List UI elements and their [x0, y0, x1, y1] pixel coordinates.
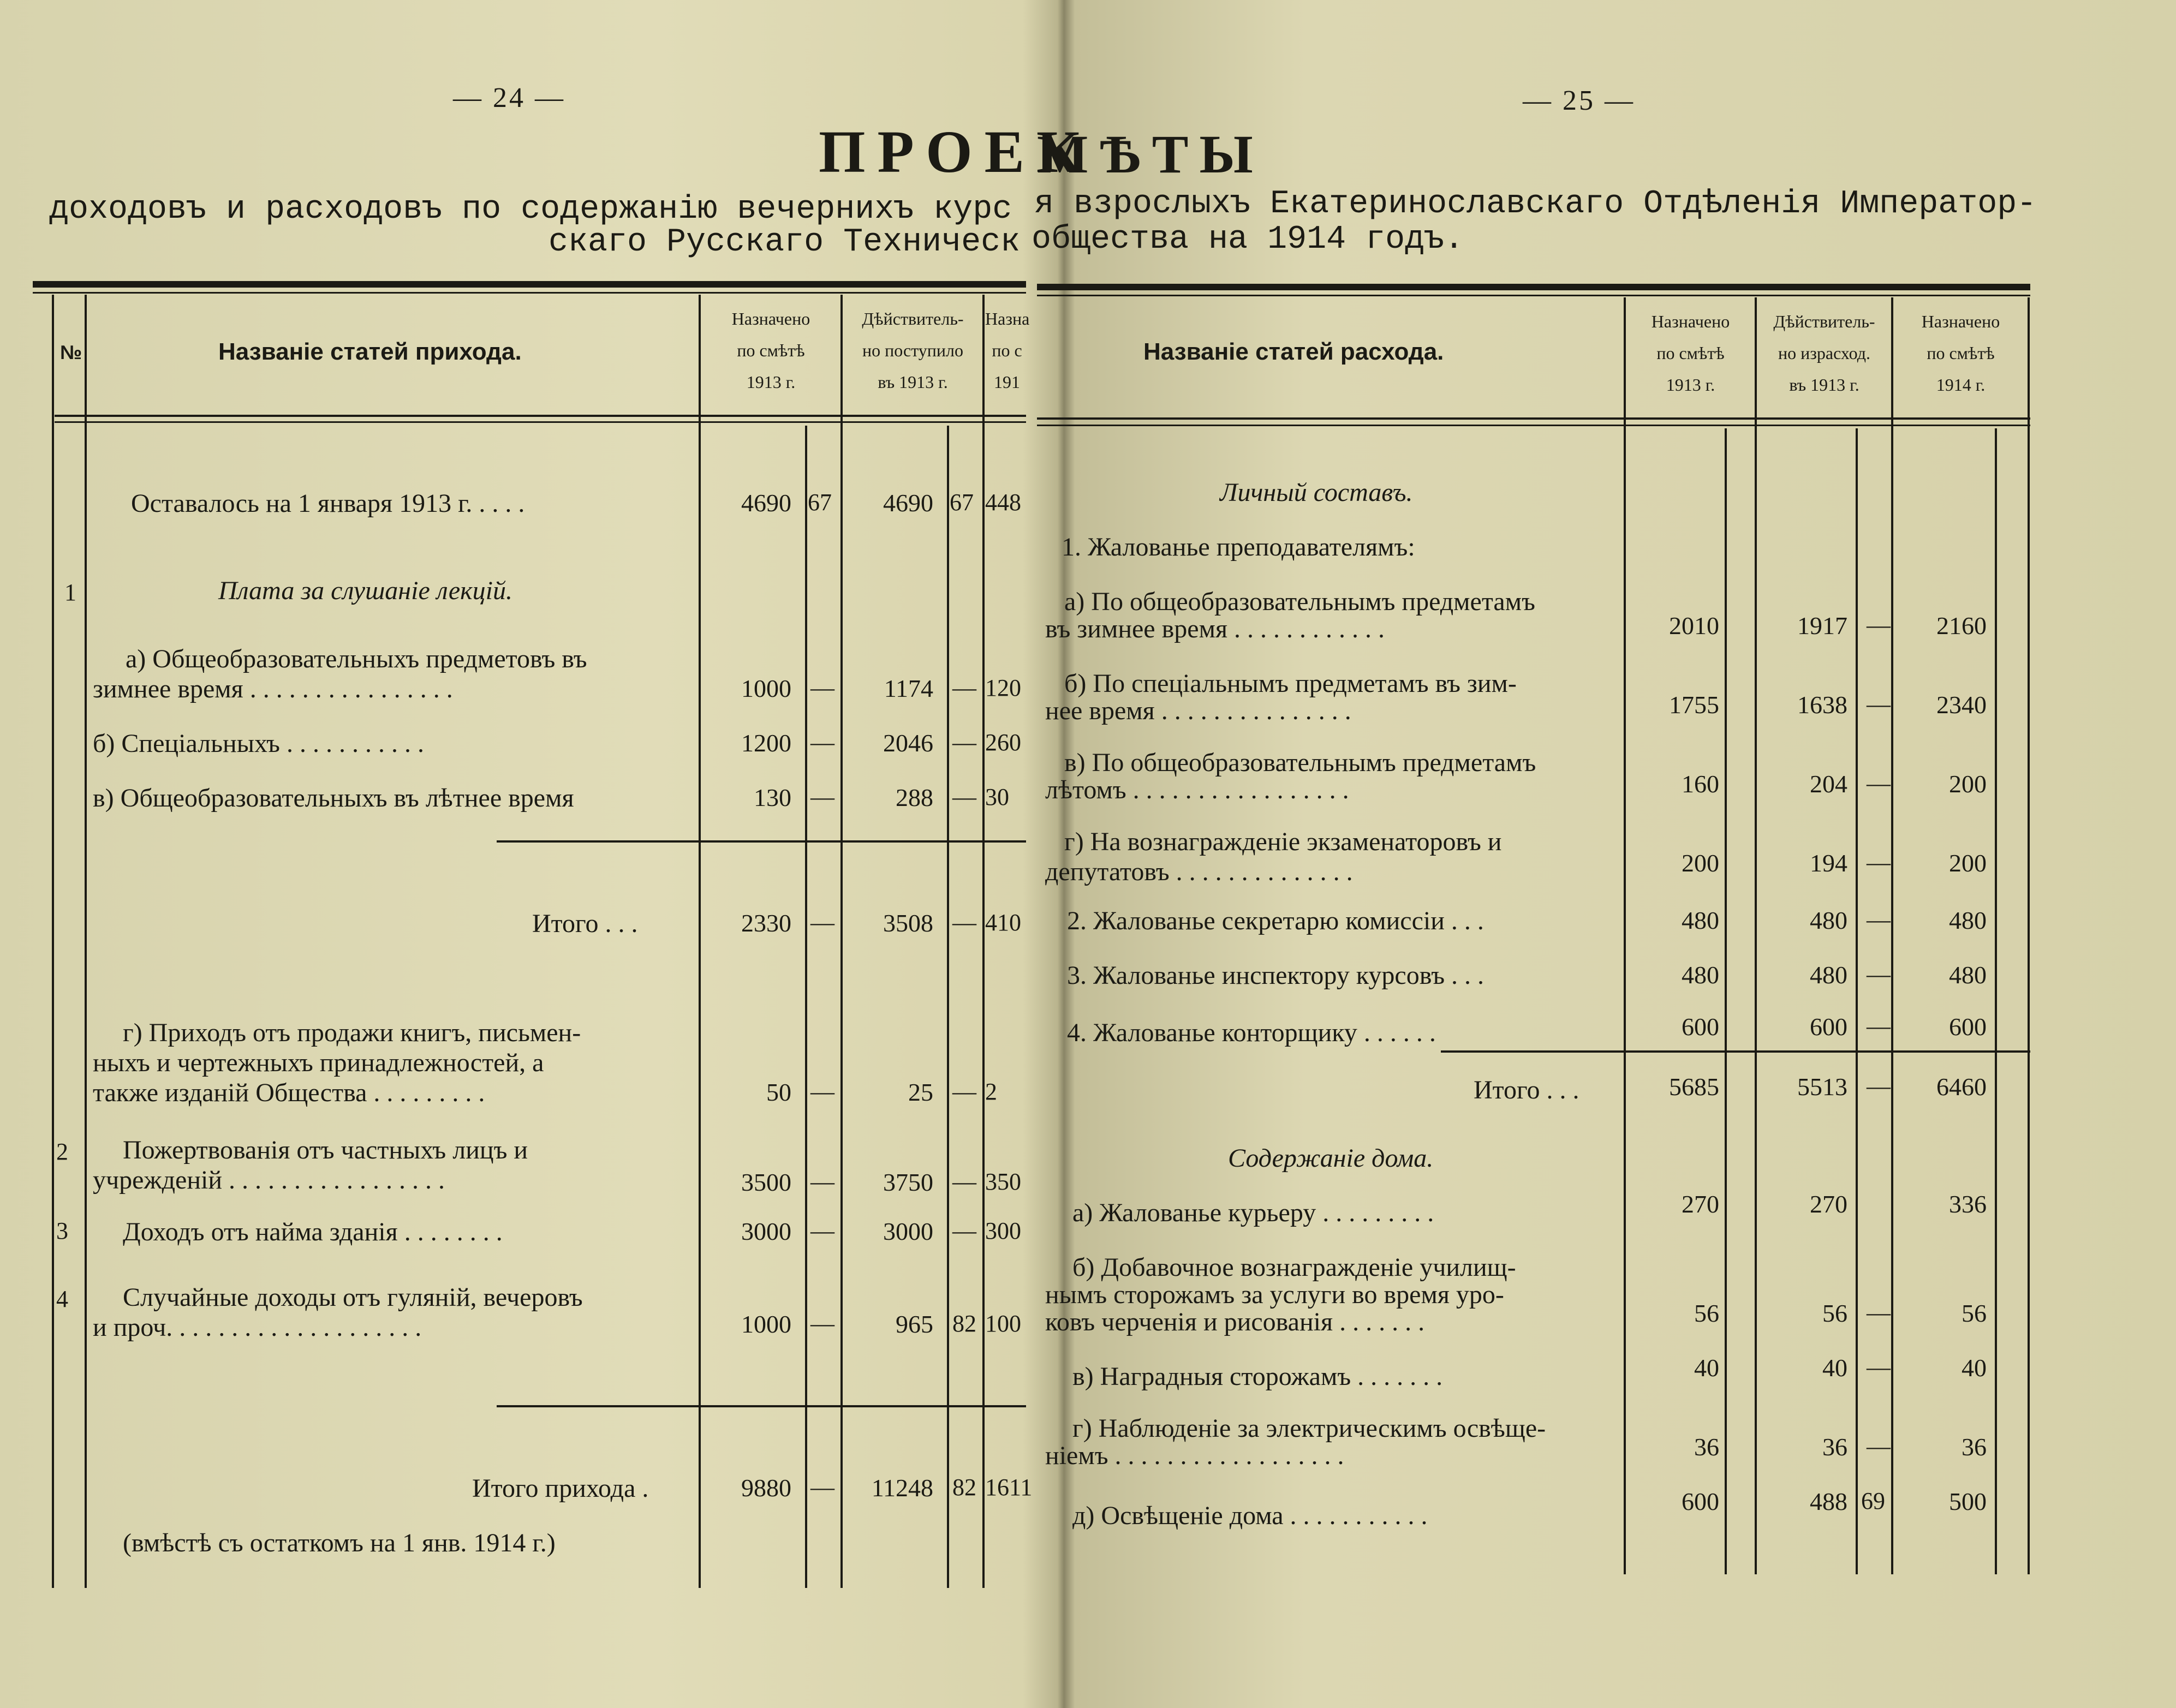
- left-row-c: 260: [985, 729, 1021, 756]
- title-right: МѢТЫ: [1037, 124, 1264, 184]
- right-row-c: 2160: [1936, 612, 1987, 640]
- right-row-bk: —: [1867, 691, 1891, 718]
- left-row-c: 2: [985, 1078, 997, 1105]
- left-row-label: Доходъ отъ найма зданія . . . . . . . .: [123, 1217, 503, 1246]
- left-row-no: 1: [64, 579, 76, 606]
- left-row-a: 130: [754, 784, 791, 811]
- left-row-label-cont: также изданій Общества . . . . . . . . .: [93, 1078, 485, 1107]
- left-row-b: 965: [896, 1310, 933, 1338]
- subtitle-line1-right: я взрослыхъ Екатеринославскаго Отдѣленія Император-: [1034, 186, 2037, 223]
- left-row-section: Плата за слушаніе лекцій.: [218, 576, 512, 605]
- right-row-label: 2. Жалованье секретарю комиссіи . . .: [1067, 906, 1484, 935]
- right-header-rule: [1037, 417, 2030, 420]
- right-row-label: а) Жалованье курьеру . . . . . . . . .: [1072, 1198, 1434, 1227]
- left-top-rule: [33, 281, 1026, 288]
- left-row-no: 3: [56, 1217, 68, 1244]
- left-row-label: Пожертвованія отъ частныхъ лицъ и: [123, 1136, 528, 1164]
- right-row-a: 600: [1682, 1013, 1719, 1041]
- left-row-bk: —: [952, 909, 976, 936]
- right-vline-ak: [1725, 428, 1727, 1574]
- left-row-b: 4690: [883, 489, 933, 517]
- left-row-c: 30: [985, 784, 1009, 810]
- right-row-a: 160: [1682, 770, 1719, 798]
- left-row-label-cont: зимнее время . . . . . . . . . . . . . . . .: [93, 674, 453, 703]
- right-row-bk: —: [1867, 770, 1891, 797]
- left-row-c: 120: [985, 674, 1021, 701]
- right-row-b: 56: [1822, 1299, 1847, 1327]
- right-row-a: 2010: [1669, 612, 1719, 640]
- left-row-label-cont: и проч. . . . . . . . . . . . . . . . . . . .: [93, 1313, 422, 1342]
- right-row-a: 480: [1682, 906, 1719, 934]
- left-row-c: 300: [985, 1217, 1021, 1244]
- right-row-b: 480: [1810, 906, 1847, 934]
- right-row-a: 36: [1694, 1433, 1719, 1461]
- left-row-bk: —: [952, 1168, 976, 1195]
- left-row-a: 9880: [741, 1474, 791, 1502]
- left-vline-c: [982, 295, 985, 1588]
- left-vline-ak: [805, 426, 807, 1588]
- right-row-c: 200: [1949, 770, 1987, 798]
- right-row-b: 480: [1810, 961, 1847, 989]
- right-row-b: 40: [1822, 1354, 1847, 1382]
- right-row-bk: —: [1867, 1013, 1891, 1040]
- left-row-bk: 82: [952, 1310, 976, 1337]
- left-row-bk: 82: [952, 1474, 976, 1501]
- right-row-c: 480: [1949, 961, 1987, 989]
- left-col2-header: Дѣйствитель- но поступило въ 1913 г.: [862, 309, 964, 392]
- left-row-no: 4: [56, 1286, 68, 1312]
- right-row-label: г) Наблюденіе за электрическимъ освѣще-: [1072, 1414, 1546, 1443]
- right-row-b: 270: [1810, 1190, 1847, 1218]
- right-section-personnel: Личный составъ.: [1220, 478, 1413, 507]
- right-row-label-cont: въ зимнее время . . . . . . . . . . . .: [1045, 614, 1385, 643]
- left-row-a: 50: [766, 1078, 791, 1106]
- right-row-label-cont: депутатовъ . . . . . . . . . . . . . .: [1045, 857, 1353, 886]
- left-header-rule: [55, 415, 1026, 417]
- left-row-a: 1000: [741, 1310, 791, 1338]
- left-row-b: 288: [896, 784, 933, 811]
- left-row-b: 25: [908, 1078, 933, 1106]
- right-row-c: 40: [1962, 1354, 1987, 1382]
- subtitle-line1-left: доходовъ и расходовъ по содержанію вечернихъ курс: [49, 191, 1012, 228]
- subtitle-line2-left: скаго Русскаго Техническ: [549, 224, 1021, 261]
- left-row-b: 3750: [883, 1168, 933, 1196]
- right-row-bk: —: [1867, 612, 1891, 638]
- right-row-bk: —: [1867, 1073, 1891, 1100]
- left-row-b: 11248: [871, 1474, 933, 1502]
- right-row-b: 1638: [1797, 691, 1847, 719]
- left-row-bk: —: [952, 784, 976, 810]
- subtitle-line2-right: общества на 1914 годъ.: [1032, 221, 1464, 258]
- right-row-c: 500: [1949, 1488, 1987, 1515]
- right-row-label: б) По спеціальнымъ предметамъ въ зим-: [1064, 669, 1517, 698]
- right-row-label-cont: ніемъ . . . . . . . . . . . . . . . . . .: [1045, 1441, 1344, 1470]
- left-row-bk: 67: [950, 489, 974, 516]
- right-col1-header: Назначено по смѣтѣ 1913 г.: [1651, 312, 1730, 395]
- left-row-b: 3508: [883, 909, 933, 937]
- left-row-ak: —: [810, 674, 834, 701]
- left-row-a: 1000: [741, 674, 791, 702]
- left-vline-no: [85, 295, 87, 1588]
- left-row-ak: —: [810, 1217, 834, 1244]
- left-total-note: (вмѣстѣ съ остаткомъ на 1 янв. 1914 г.): [123, 1528, 556, 1557]
- left-row-bk: —: [952, 1217, 976, 1244]
- right-row-label: б) Добавочное вознагражденіе училищ-: [1072, 1253, 1516, 1282]
- left-col3-header: Назна по с 191: [985, 309, 1030, 392]
- left-row-ak: —: [810, 1078, 834, 1105]
- right-header-rule-2: [1037, 425, 2030, 426]
- right-row-label-cont: нымъ сторожамъ за услуги во время уро-: [1045, 1280, 1504, 1309]
- left-row-ak: —: [810, 784, 834, 810]
- left-row-label: а) Общеобразовательныхъ предметовъ въ: [126, 644, 587, 673]
- left-row-a: 4690: [741, 489, 791, 517]
- right-row-label: 4. Жалованье конторщику . . . . . .: [1067, 1018, 1436, 1047]
- right-row-a: 1755: [1669, 691, 1719, 719]
- left-vline-outer: [52, 295, 54, 1588]
- right-vline-b: [1755, 297, 1757, 1574]
- left-row-label: Оставалось на 1 января 1913 г. . . . .: [131, 489, 525, 518]
- page-number-right: — 25 —: [1523, 85, 1635, 116]
- left-subtotal-rule: [497, 840, 1026, 843]
- left-row-c: 1611: [985, 1474, 1033, 1501]
- right-row-bk: —: [1867, 961, 1891, 988]
- right-top-rule: [1037, 284, 2030, 290]
- right-row-b: 600: [1810, 1013, 1847, 1041]
- right-vline-bk: [1856, 428, 1858, 1574]
- right-col2-header: Дѣйствитель- но израсход. въ 1913 г.: [1773, 312, 1875, 395]
- right-row-a: 40: [1694, 1354, 1719, 1382]
- left-row-b: 3000: [883, 1217, 933, 1245]
- left-row-a: 2330: [741, 909, 791, 937]
- right-row-bk: 69: [1861, 1488, 1885, 1514]
- left-row-c: 350: [985, 1168, 1021, 1195]
- right-row-label: а) По общеобразовательнымъ предметамъ: [1064, 587, 1535, 616]
- right-row-a: 270: [1682, 1190, 1719, 1218]
- left-row-ak: —: [810, 1474, 834, 1501]
- right-row-c: 480: [1949, 906, 1987, 934]
- right-row-label: г) На вознагражденіе экзаменаторовъ и: [1064, 827, 1502, 856]
- right-row-c: 200: [1949, 849, 1987, 877]
- left-top-rule-thin: [33, 292, 1026, 294]
- left-row-bk: —: [952, 674, 976, 701]
- right-header-title: Названіе статей расхода.: [1143, 338, 1444, 365]
- left-col1-header: Назначено по смѣтѣ 1913 г.: [731, 309, 810, 392]
- left-total-label: Итого прихода .: [472, 1474, 649, 1503]
- right-subtotal-label: Итого . . .: [1474, 1076, 1579, 1104]
- right-row-label: 3. Жалованье инспектору курсовъ . . .: [1067, 961, 1485, 990]
- right-vline-c: [1891, 297, 1893, 1574]
- right-row-label-cont: нее время . . . . . . . . . . . . . . .: [1045, 696, 1351, 725]
- left-row-ak: —: [810, 729, 834, 756]
- page-number-left: — 24 —: [453, 82, 565, 114]
- left-header-title: Названіе статей прихода.: [218, 338, 522, 365]
- right-row-c: 56: [1962, 1299, 1987, 1327]
- right-row-b: 204: [1810, 770, 1847, 798]
- right-row-a: 200: [1682, 849, 1719, 877]
- left-row-c: 448: [985, 489, 1021, 516]
- left-row-label: б) Спеціальныхъ . . . . . . . . . . .: [93, 729, 424, 758]
- right-vline-outer: [2028, 297, 2030, 1574]
- right-row-a: 56: [1694, 1299, 1719, 1327]
- right-row-label: 1. Жалованье преподавателямъ:: [1062, 533, 1415, 562]
- right-row-b: 5513: [1797, 1073, 1847, 1101]
- left-row-b: 2046: [883, 729, 933, 757]
- right-row-label: в) Наградныя сторожамъ . . . . . . .: [1072, 1362, 1443, 1391]
- left-row-label: г) Приходъ отъ продажи книгъ, письмен-: [123, 1018, 581, 1047]
- right-vline-ck: [1995, 428, 1997, 1574]
- left-row-ak: —: [810, 1168, 834, 1195]
- left-row-c: 410: [985, 909, 1021, 936]
- right-row-a: 480: [1682, 961, 1719, 989]
- right-col3-header: Назначено по смѣтѣ 1914 г.: [1921, 312, 2000, 395]
- right-row-c: 336: [1949, 1190, 1987, 1218]
- left-row-no: 2: [56, 1138, 68, 1165]
- right-vline-a: [1624, 297, 1626, 1574]
- right-top-rule-thin: [1037, 295, 2030, 296]
- right-row-bk: —: [1867, 906, 1891, 933]
- right-row-b: 1917: [1797, 612, 1847, 640]
- right-section-house: Содержаніе дома.: [1228, 1144, 1434, 1173]
- left-row-a: 3000: [741, 1217, 791, 1245]
- left-row-a: 3500: [741, 1168, 791, 1196]
- right-row-a: 600: [1682, 1488, 1719, 1515]
- left-vline-bk: [947, 426, 949, 1588]
- right-row-bk: —: [1867, 849, 1891, 876]
- left-row-ak: 67: [808, 489, 832, 516]
- right-row-label-cont: ковъ черченія и рисованія . . . . . . .: [1045, 1307, 1425, 1336]
- right-subtotal-rule: [1441, 1050, 2030, 1053]
- right-row-label-cont: лѣтомъ . . . . . . . . . . . . . . . . .: [1045, 775, 1349, 804]
- right-row-bk: —: [1867, 1354, 1891, 1381]
- left-row-label: Случайные доходы отъ гуляній, вечеровъ: [123, 1283, 583, 1312]
- right-row-c: 6460: [1936, 1073, 1987, 1101]
- right-row-a: 5685: [1669, 1073, 1719, 1101]
- left-header-rule-2: [55, 421, 1026, 423]
- left-row-bk: —: [952, 1078, 976, 1105]
- left-header-no: №: [60, 341, 82, 363]
- right-row-b: 194: [1810, 849, 1847, 877]
- left-row-bk: —: [952, 729, 976, 756]
- right-row-b: 36: [1822, 1433, 1847, 1461]
- left-row-ak: —: [810, 909, 834, 936]
- right-row-bk: —: [1867, 1433, 1891, 1460]
- left-total-rule: [497, 1405, 1026, 1407]
- left-row-label-cont: ныхъ и чертежныхъ принадлежностей, а: [93, 1048, 544, 1077]
- left-row-label-cont: учрежденій . . . . . . . . . . . . . . . . .: [93, 1166, 445, 1195]
- right-row-c: 600: [1949, 1013, 1987, 1041]
- right-row-c: 36: [1962, 1433, 1987, 1461]
- right-row-label: в) По общеобразовательнымъ предметамъ: [1064, 748, 1536, 777]
- left-row-c: 100: [985, 1310, 1021, 1337]
- right-row-bk: —: [1867, 1299, 1891, 1326]
- right-row-c: 2340: [1936, 691, 1987, 719]
- left-row-ak: —: [810, 1310, 834, 1337]
- left-row-label: в) Общеобразовательныхъ въ лѣтнее время: [93, 784, 574, 813]
- right-row-b: 488: [1810, 1488, 1847, 1515]
- left-row-a: 1200: [741, 729, 791, 757]
- left-row-b: 1174: [884, 674, 933, 702]
- right-row-label: д) Освѣщеніе дома . . . . . . . . . . .: [1072, 1501, 1428, 1530]
- left-subtotal-label: Итого . . .: [532, 909, 638, 938]
- title-left: ПРОЕК: [819, 118, 1092, 185]
